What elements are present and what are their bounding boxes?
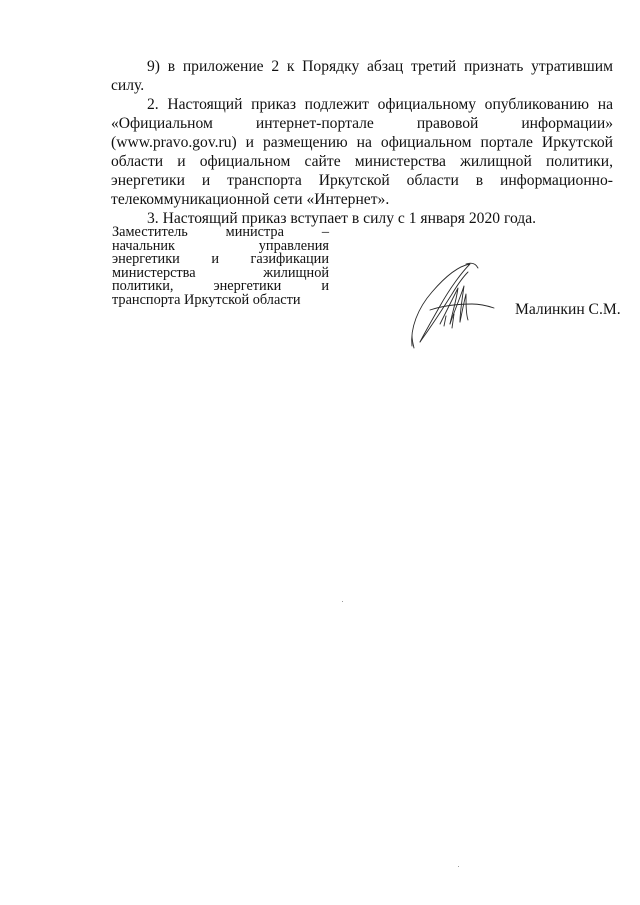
signatory-title-line: энергетики и газификации: [112, 251, 329, 268]
signatory-title-line: министерства жилищной: [112, 264, 329, 281]
signatory-title-line: начальник управления: [112, 237, 329, 254]
scan-speck: [458, 866, 459, 867]
scan-speck: [342, 601, 343, 602]
paragraph-clause-2: 2. Настоящий приказ подлежит официальному опубликованию на «Официальном интернет-портале правовой информации» (www.pravo.gov.ru) и размещению на официальном портале Иркутской области и официальном сайте министерства жилищной политики, энергетики и транспорта Иркутской области в информационно-телекоммуникационной сети «Интернет».: [111, 96, 613, 208]
paragraph-clause-3: 3. Настоящий приказ вступает в силу с 1 января 2020 года.: [147, 210, 537, 227]
signatory-title-line: Заместитель министра –: [112, 224, 329, 240]
paragraph-item-9: 9) в приложение 2 к Порядку абзац третий признать утратившим силу.: [111, 58, 613, 94]
signatory-title-line: политики, энергетики и: [112, 278, 329, 295]
signatory-name: Малинкин С.М.: [515, 301, 621, 318]
signatory-title-line: транспорта Иркутской области: [112, 291, 301, 308]
handwritten-signature: [400, 258, 500, 350]
signatory-title: [112, 226, 329, 308]
document-body: [111, 57, 613, 228]
